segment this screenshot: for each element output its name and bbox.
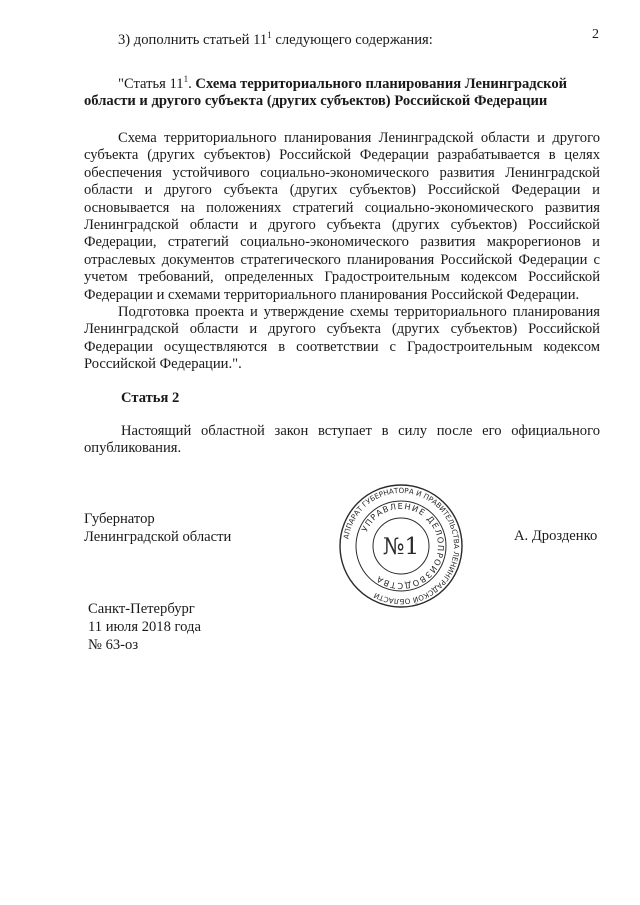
article-11-1-lead-tail: . (188, 76, 196, 92)
stamp-outer-text: АППАРАТ ГУБЕРНАТОРА И ПРАВИТЕЛЬСТВА ЛЕНИНГРАДСКОЙ ОБЛАСТИ (341, 485, 462, 607)
footer-city: Санкт-Петербург (88, 601, 195, 617)
footer-date: 11 июля 2018 года (88, 619, 201, 635)
official-stamp (338, 483, 464, 609)
article-11-1-title: Схема территориального планирования Ленинградской области и другого субъекта (других субъектов) Российской Федерации (84, 76, 568, 110)
article-11-1-paragraph-2: Подготовка проекта и утверждение схемы территориального планирования Ленинградской области и другого субъекта (других субъектов) Российской Федерации осуществляются в соответствии с Градостроительным кодексом Российской Федерации.". (84, 304, 600, 373)
amendment-intro-superscript: 1 (267, 30, 272, 40)
article-2-text: Настоящий областной закон вступает в силу после его официального опубликования. (84, 423, 600, 457)
article-11-1-superscript: 1 (183, 74, 189, 84)
signature-position-line-1: Губернатор (84, 511, 155, 527)
signature-position-line-2: Ленинградской области (84, 529, 232, 545)
amendment-intro (84, 32, 600, 49)
article-11-1-paragraph-1: Схема территориального планирования Ленинградской области и другого субъекта (других субъектов) Российской Федерации разрабатывается в целях обеспечения устойчивого социально-экономического развития Ленинградской области и другого субъекта (других субъектов) Российской Федерации и основывается на положениях стратегий социально-экономического развития Ленинградской области и другого субъекта (других субъектов) Российской Федерации, стратегий социально-экономического развития макрорегионов и отраслевых документов стратегического планирования Российской Федерации с учетом требований, определенных Градостроительным кодексом Российской Федерации и схемами территориального планирования Российской Федерации. (84, 130, 600, 303)
article-2-title: Статья 2 (121, 390, 180, 406)
signature-position (84, 510, 231, 546)
article-11-1-lead: "Статья 11 (118, 76, 184, 92)
page-number: 2 (592, 27, 599, 42)
amendment-intro-tail: следующего содержания: (271, 32, 433, 48)
article-11-1-heading (84, 76, 600, 111)
amendment-intro-text: 3) дополнить статьей 11 (118, 32, 268, 48)
stamp-inner-text: УПРАВЛЕНИЕ ДЕЛОПРОИЗВОДСТВА (359, 500, 447, 592)
footer-block (88, 600, 201, 654)
stamp-number: №1 (382, 534, 420, 560)
footer-law-number: № 63-оз (88, 637, 139, 653)
signature-name: А. Дрозденко (514, 528, 598, 544)
